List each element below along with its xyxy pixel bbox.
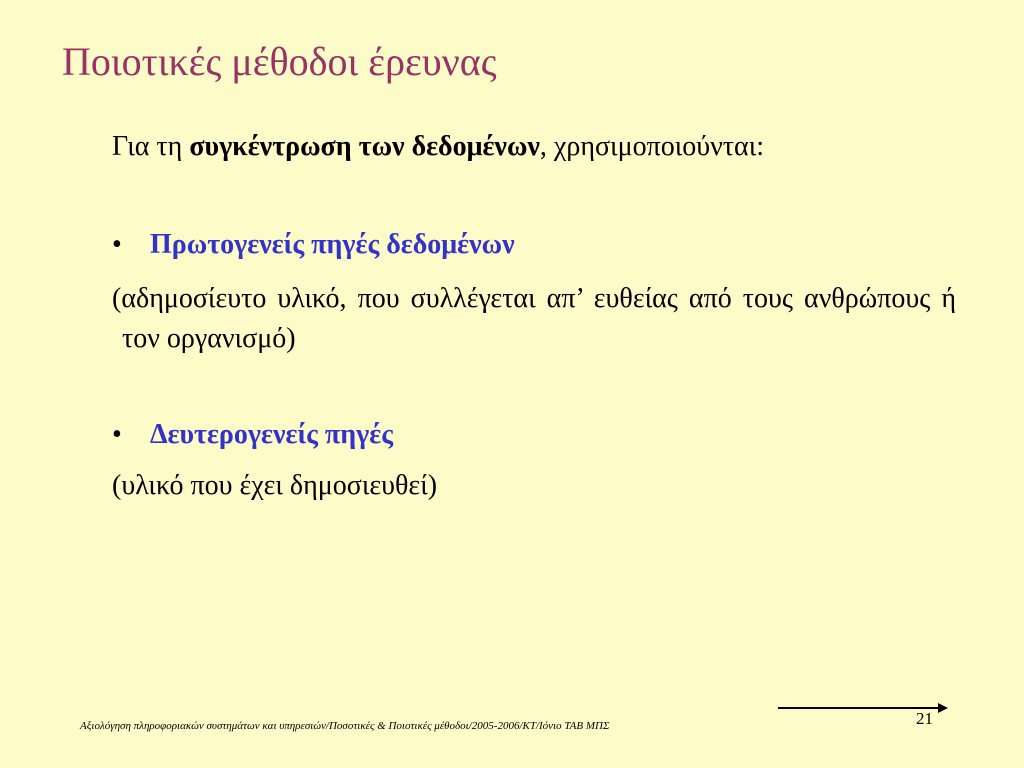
bullet-primary-sources [112, 228, 515, 262]
primary-sources-description: (αδημοσίευτο υλικό, που συλλέγεται απ’ ευθείας από τους ανθρώπους ή τον οργανισμό) [112, 283, 956, 354]
intro-bold: συγκέντρωση των δεδομένων [189, 131, 540, 162]
intro-text [112, 130, 764, 164]
intro-prefix: Για τη [112, 131, 190, 162]
bullet-icon: • [112, 419, 122, 450]
bullet-icon: • [112, 229, 122, 260]
bullet-heading: Πρωτογενείς πηγές δεδομένων [150, 229, 515, 260]
page-number: 21 [916, 709, 933, 728]
slide-footer: Αξιολόγηση πληροφοριακών συστημάτων και υπηρεσιών/Ποσοτικές & Ποιοτικές μέθοδοι/2005-2006/ΚΤ/Ιόνιο ΤΑΒ ΜΠΣ [80, 720, 610, 732]
arrow-right-icon [938, 703, 948, 713]
secondary-sources-description: (υλικό που έχει δημοσιευθεί) [112, 470, 438, 501]
intro-suffix: , χρησιμοποιούνται: [539, 131, 765, 162]
slide-title: Ποιοτικές μέθοδοι έρευνας [62, 39, 497, 84]
bullet-secondary-sources [112, 418, 393, 452]
bullet-heading: Δευτερογενείς πηγές [150, 419, 394, 450]
